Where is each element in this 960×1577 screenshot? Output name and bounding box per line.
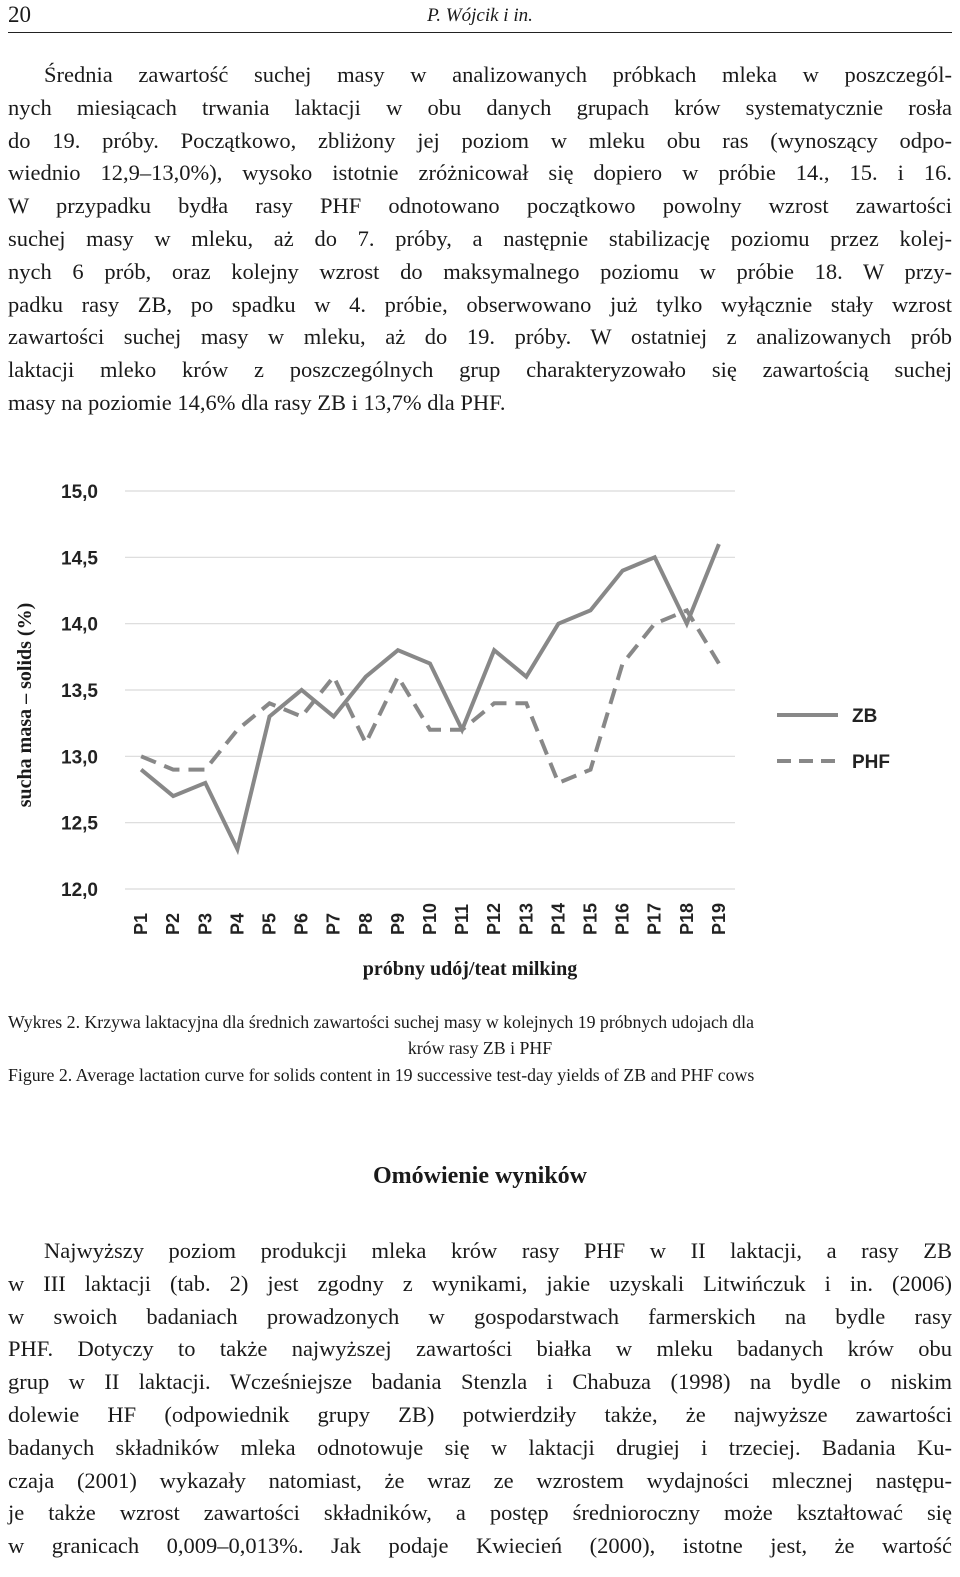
x-tick-label: P2 xyxy=(163,912,184,935)
chart-legend xyxy=(777,706,890,773)
figure-caption-pl-cont: krów rasy ZB i PHF xyxy=(407,1038,553,1058)
x-tick-label: P19 xyxy=(708,902,729,935)
text-line: Średnia zawartość suchej masy w analizowanych próbkach mleka w poszczegól- xyxy=(44,62,952,87)
x-tick-label: P11 xyxy=(452,903,473,935)
text-line: czaja (2001) wykazały natomiast, że wraz ze wzrostem wydajności mlecznej następu- xyxy=(8,1467,952,1493)
figure-caption-en: Figure 2. Average lactation curve for solids content in 19 successive test-day yields of ZB and PHF cows xyxy=(8,1065,755,1085)
x-tick-label: P15 xyxy=(580,902,601,935)
text-line: w swoich badaniach prowadzonych w gospodarstwach farmerskich na bydle rasy xyxy=(8,1303,952,1329)
text-line: nych miesiącach trwania laktacji w obu danych grupach krów systematycznie rosła xyxy=(8,94,952,120)
text-line: je także wzrost zawartości składników, a postęp średnioroczny może kształtować się xyxy=(8,1500,952,1526)
x-tick-label: P6 xyxy=(291,912,312,935)
page-number: 20 xyxy=(8,2,31,27)
x-tick-label: P16 xyxy=(612,902,633,935)
y-tick-label: 14,5 xyxy=(61,548,98,570)
y-tick-label: 13,5 xyxy=(61,681,98,702)
legend-label-zb: ZB xyxy=(852,706,878,727)
y-tick-label: 12,0 xyxy=(61,880,98,901)
x-tick-label: P7 xyxy=(323,912,344,935)
x-tick-label: P1 xyxy=(131,912,152,935)
text-line: nych 6 prób, oraz kolejny wzrost do maksymalnego poziomu w próbie 18. W przy- xyxy=(8,258,952,284)
chart-gridlines xyxy=(125,491,735,889)
legend-label-phf: PHF xyxy=(852,752,890,773)
text-line: zawartości suchej masy w mleku, aż do 19. próby. W ostatniej z analizowanych prób xyxy=(8,324,952,350)
header-rule xyxy=(8,32,952,33)
x-tick-label: P3 xyxy=(195,912,216,935)
x-tick-label: P17 xyxy=(644,902,665,935)
x-tick-label: P14 xyxy=(548,902,569,935)
x-tick-label: P4 xyxy=(227,912,248,935)
x-tick-label: P18 xyxy=(676,902,697,935)
series-line-zb xyxy=(141,544,719,849)
x-tick-label: P9 xyxy=(387,912,408,935)
text-line: dolewie HF (odpowiednik grupy ZB) potwierdziły także, że najwyższe zawartości xyxy=(8,1401,952,1427)
y-tick-label: 15,0 xyxy=(61,482,98,503)
text-line: wiednio 12,9–13,0%), wysoko istotnie zróżnicował się dopiero w próbie 14., 15. i 16. xyxy=(8,160,952,186)
x-tick-labels xyxy=(131,903,729,935)
x-tick-label: P10 xyxy=(420,902,440,935)
x-tick-label: P12 xyxy=(484,902,505,935)
text-line: badanych składników mleka odnotowuje się w laktacji drugiej i trzeciej. Badania Ku- xyxy=(8,1434,952,1460)
text-line: w granicach 0,009–0,013%. Jak podaje Kwiecień (2000), istotne jest, że wartość xyxy=(8,1533,952,1559)
x-tick-label: P5 xyxy=(259,912,280,935)
running-title: P. Wójcik i in. xyxy=(427,5,533,26)
y-tick-label: 12,5 xyxy=(61,813,98,835)
paragraph-2 xyxy=(8,1235,952,1563)
text-line: w III laktacji (tab. 2) jest zgodny z wynikami, jakie uzyskali Litwińczuk i in. (2006) xyxy=(8,1270,952,1296)
chart-series xyxy=(141,544,719,849)
text-line: W przypadku bydła rasy PHF odnotowano początkowo powolny wzrost zawartości xyxy=(8,193,952,219)
x-axis-label: próbny udój/teat milking xyxy=(362,958,578,980)
text-line: laktacji mleko krów z poszczególnych grup charakteryzowało się zawartością suchej xyxy=(8,357,952,383)
text-line: Najwyższy poziom produkcji mleka krów rasy PHF w II laktacji, a rasy ZB xyxy=(44,1238,952,1263)
text-line: padku rasy ZB, po spadku w 4. próbie, obserwowano już tylko wyłącznie stały wzrost xyxy=(8,291,952,317)
section-title: Omówienie wyników xyxy=(372,1163,587,1189)
text-line: suchej masy w mleku, aż do 7. próby, a następnie stabilizację poziomu przez kolej- xyxy=(8,225,952,251)
page-header xyxy=(8,2,952,36)
lactation-chart xyxy=(0,465,960,1005)
y-axis-label: sucha masa – solids (%) xyxy=(14,602,36,808)
series-line-phf xyxy=(141,610,719,783)
text-line: masy na poziomie 14,6% dla rasy ZB i 13,7% dla PHF. xyxy=(8,389,506,415)
paragraph-1 xyxy=(8,59,952,420)
x-tick-label: P8 xyxy=(355,912,376,935)
text-line: do 19. próby. Początkowo, zbliżony jej poziom w mleku obu ras (wynoszący odpo- xyxy=(8,127,952,153)
figure-caption-pl: Wykres 2. Krzywa laktacyjna dla średnich zawartości suchej masy w kolejnych 19 próbnych udojach dla xyxy=(8,1012,754,1032)
y-tick-label: 14,0 xyxy=(61,614,98,636)
x-tick-label: P13 xyxy=(516,902,537,935)
text-line: grup w II laktacji. Wcześniejsze badania Stenzla i Chabuza (1998) na bydle o niskim xyxy=(8,1369,952,1395)
y-tick-labels xyxy=(61,482,98,901)
text-line: PHF. Dotyczy to także najwyższej zawartości białka w mleku badanych krów obu xyxy=(8,1336,952,1362)
y-tick-label: 13,0 xyxy=(61,747,98,769)
